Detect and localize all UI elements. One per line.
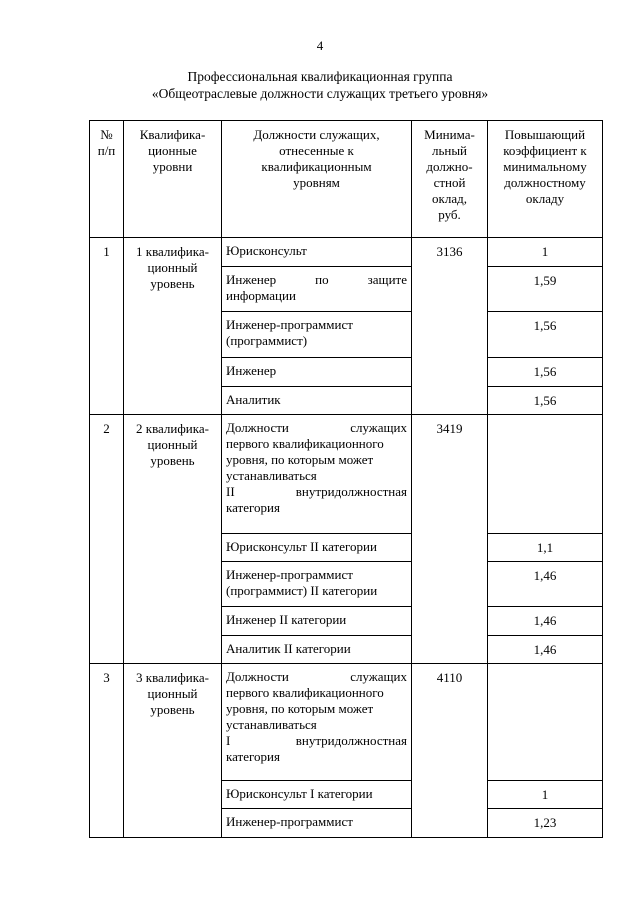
coef-cell: 1 (488, 781, 603, 809)
position-word: внутридолжностная (295, 484, 407, 499)
position-word: защите (367, 272, 407, 287)
header-level: Квалифика- ционные уровни (124, 121, 222, 238)
salary-cell: 3419 (412, 415, 488, 664)
position-cell (222, 267, 412, 312)
position-cell: Инженер-программист (программист) (222, 312, 412, 358)
coef-cell: 1,59 (488, 267, 603, 312)
position-cell (222, 415, 412, 534)
header-positions: Должности служащих, отнесенные к квалификационным уровням (222, 121, 412, 238)
header-coef: Повышающий коэффициент к минимальному должностному окладу (488, 121, 603, 238)
salary-cell: 4110 (412, 664, 488, 838)
group-num: 1 (90, 238, 124, 415)
position-line: первого квалификационного (226, 685, 384, 700)
position-line: первого квалификационного (226, 436, 384, 451)
position-cell: Юрисконсульт II категории (222, 534, 412, 562)
coef-cell: 1,56 (488, 312, 603, 358)
position-cell: Юрисконсульт I категории (222, 781, 412, 809)
coef-cell: 1,46 (488, 607, 603, 636)
position-cell: Инженер (222, 358, 412, 387)
page-number: 4 (316, 38, 324, 53)
position-line: устанавливаться (226, 468, 317, 483)
position-cell: Инженер II категории (222, 607, 412, 636)
position-line: устанавливаться (226, 717, 317, 732)
position-word: II (226, 484, 235, 499)
position-cell: Юрисконсульт (222, 238, 412, 267)
group-level: 1 квалифика- ционный уровень (124, 238, 222, 415)
table-row (90, 238, 603, 267)
qualification-table (89, 120, 603, 838)
position-word: I (226, 733, 231, 748)
table-header-row (90, 121, 603, 238)
coef-cell: 1,1 (488, 534, 603, 562)
coef-cell: 1,46 (488, 636, 603, 664)
document-title (0, 68, 640, 102)
position-word: внутридолжностная (295, 733, 407, 748)
coef-cell: 1 (488, 238, 603, 267)
position-word: по (315, 272, 329, 287)
position-word: служащих (350, 669, 407, 684)
position-line: уровня, по которым может (226, 701, 374, 716)
position-line: уровня, по которым может (226, 452, 374, 467)
position-line: категория (226, 500, 280, 515)
position-cell: Аналитик (222, 387, 412, 415)
title-line-1: Профессиональная квалификационная группа (187, 69, 453, 84)
title-line-2: «Общеотраслевые должности служащих третьего уровня» (151, 86, 489, 101)
header-num: № п/п (90, 121, 124, 238)
coef-cell (488, 415, 603, 534)
group-level: 2 квалифика- ционный уровень (124, 415, 222, 664)
coef-cell: 1,56 (488, 387, 603, 415)
position-word: Должности (226, 420, 289, 435)
group-num: 2 (90, 415, 124, 664)
group-num: 3 (90, 664, 124, 838)
coef-cell: 1,46 (488, 562, 603, 607)
position-word: информации (226, 288, 296, 303)
table-row (90, 664, 603, 781)
position-line: категория (226, 749, 280, 764)
coef-cell (488, 664, 603, 781)
position-word: Инженер (226, 272, 277, 287)
position-cell: Аналитик II категории (222, 636, 412, 664)
group-level: 3 квалифика- ционный уровень (124, 664, 222, 838)
coef-cell: 1,56 (488, 358, 603, 387)
header-salary: Минима- льный должно- стной оклад, руб. (412, 121, 488, 238)
table-row (90, 415, 603, 534)
position-cell: Инженер-программист (программист) II категории (222, 562, 412, 607)
coef-cell: 1,23 (488, 809, 603, 838)
salary-cell: 3136 (412, 238, 488, 415)
position-word: Должности (226, 669, 289, 684)
position-cell (222, 664, 412, 781)
position-word: служащих (350, 420, 407, 435)
position-cell: Инженер-программист (222, 809, 412, 838)
